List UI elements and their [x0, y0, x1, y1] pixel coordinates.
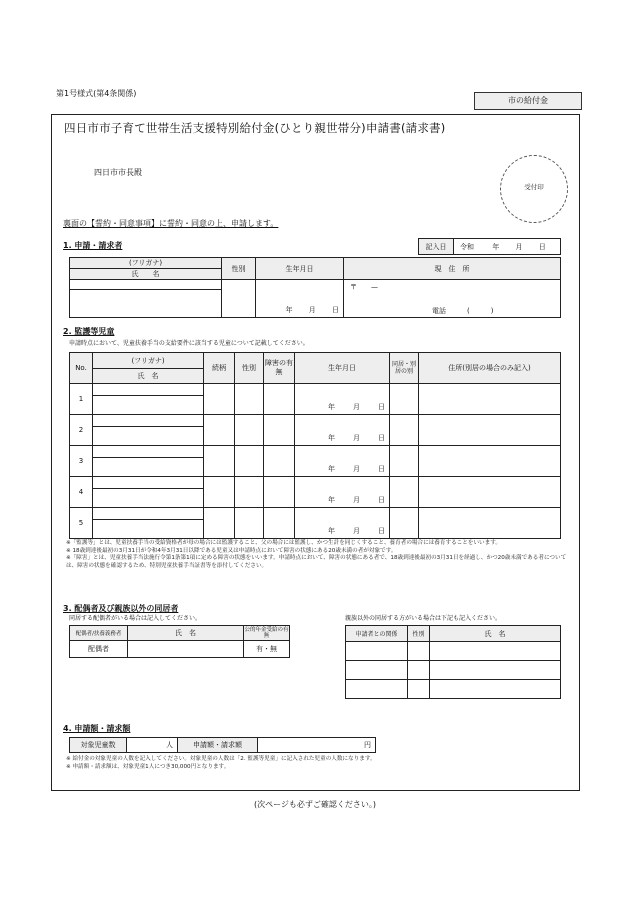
- child-separate-field[interactable]: [390, 477, 419, 508]
- child-dob-day: 日: [378, 403, 385, 411]
- applicant-furigana-header: (フリガナ): [70, 258, 222, 269]
- applicant-dob-year: 年: [285, 306, 293, 314]
- child-relation-field[interactable]: [204, 415, 235, 446]
- children-count-label: 対象児童数: [70, 738, 127, 753]
- entry-date-day: 日: [538, 242, 546, 251]
- section-2-heading: 2. 監護等児童: [63, 327, 115, 336]
- col-cohabitant-gender: 性別: [408, 626, 430, 642]
- child-gender-field[interactable]: [235, 477, 264, 508]
- applicant-name-field[interactable]: [70, 290, 222, 318]
- applicant-gender-header: 性別: [222, 258, 256, 280]
- section-2-note: ※「監護等」とは、児童扶養手当の受給資格者が母の場合には監護すること、父の場合には監護し、かつ生計を同じくすること、養育者の場合には養育することをいいます。: [66, 540, 501, 546]
- child-furigana-field[interactable]: [93, 477, 204, 489]
- child-dob-field[interactable]: [295, 384, 390, 415]
- child-relation-field[interactable]: [204, 384, 235, 415]
- spouse-name-field[interactable]: [128, 641, 244, 658]
- entry-date-month: 月: [515, 242, 523, 251]
- child-dob-month: 月: [353, 496, 360, 504]
- child-disability-field[interactable]: [264, 415, 295, 446]
- child-row-no: 1: [70, 384, 93, 415]
- applicant-dob-month: 月: [308, 306, 316, 314]
- amount-label: 申請額・請求額: [178, 738, 258, 753]
- form-number: 第1号様式(第4条関係): [56, 89, 137, 98]
- child-furigana-field[interactable]: [93, 415, 204, 427]
- applicant-gender-field[interactable]: [222, 280, 256, 318]
- cohabitant-gender-field[interactable]: [408, 661, 430, 680]
- section-4-notes: [66, 756, 570, 771]
- col-dob: 生年月日: [295, 353, 390, 384]
- applicant-phone: 電話 ( ): [432, 307, 494, 315]
- col-no: No.: [70, 353, 93, 384]
- child-name-field[interactable]: [93, 427, 204, 446]
- amount-unit: 円: [364, 741, 371, 749]
- applicant-postal: 〒 —: [350, 283, 378, 291]
- child-disability-field[interactable]: [264, 384, 295, 415]
- col-relation: 続柄: [204, 353, 235, 384]
- cohabitant-name-field[interactable]: [430, 661, 561, 680]
- col-spouse-name: 氏 名: [128, 626, 244, 641]
- addressee: 四日市市長殿: [94, 168, 142, 177]
- col-gender: 性別: [235, 353, 264, 384]
- col-cohabitant-name: 氏 名: [430, 626, 561, 642]
- entry-date-field[interactable]: [454, 239, 561, 255]
- child-disability-field[interactable]: [264, 477, 295, 508]
- applicant-address-field[interactable]: [344, 280, 561, 318]
- child-name-field[interactable]: [93, 520, 204, 539]
- applicant-name-header: 氏 名: [70, 269, 222, 280]
- section-4-note: ※ 給付金の対象児童の人数を記入してください。対象児童の人数は「2. 監護等児童」に記入された児童の人数になります。: [66, 756, 376, 762]
- applicant-dob-day: 日: [332, 306, 339, 314]
- applicant-dob-header: 生年月日: [256, 258, 344, 280]
- child-row-no: 2: [70, 415, 93, 446]
- section-1-heading: 1. 申請・請求者: [63, 241, 123, 250]
- child-separate-field[interactable]: [390, 446, 419, 477]
- child-name-field[interactable]: [93, 489, 204, 508]
- child-dob-year: 年: [328, 527, 335, 535]
- col-pension: 公的年金受給の有無: [244, 626, 289, 639]
- spouse-table: [69, 625, 290, 658]
- cohabitant-relation-field[interactable]: [346, 661, 408, 680]
- applicant-address-header: 現 住 所: [344, 258, 561, 280]
- children-count-field[interactable]: [127, 738, 178, 753]
- applicant-furigana-field[interactable]: [70, 280, 222, 290]
- children-table: [69, 352, 561, 539]
- child-disability-field[interactable]: [264, 508, 295, 539]
- applicant-table: [69, 257, 561, 318]
- child-row-no: 3: [70, 446, 93, 477]
- child-address-field[interactable]: [419, 508, 561, 539]
- cohabitant-name-field[interactable]: [430, 680, 561, 699]
- child-address-field[interactable]: [419, 415, 561, 446]
- child-separate-field[interactable]: [390, 415, 419, 446]
- children-count-unit: 人: [166, 741, 173, 749]
- section-3-right-intro: 親族以外の同居する方がいる場合は下記も記入ください。: [345, 615, 502, 622]
- child-row-no: 5: [70, 508, 93, 539]
- section-3-left-intro: 同居する配偶者がいる場合は記入してください。: [69, 615, 202, 622]
- child-dob-day: 日: [378, 496, 385, 504]
- col-address: 住所(別居の場合のみ記入): [419, 353, 561, 384]
- child-furigana-field[interactable]: [93, 446, 204, 458]
- section-2-intro: 申請時点において、児童扶養手当の支給要件に該当する児童について記載してください。: [69, 340, 309, 347]
- section-3-heading: 3. 配偶者及び親族以外の同居者: [63, 604, 179, 613]
- applicant-dob-field[interactable]: [256, 280, 344, 318]
- child-dob-year: 年: [328, 465, 335, 473]
- entry-date-year: 年: [492, 242, 500, 251]
- section-4-note: ※ 申請額・請求額は、対象児童1人につき30,000円となります。: [66, 763, 230, 770]
- col-furigana: (フリガナ): [93, 353, 204, 369]
- col-cohabitant-relation: 申請者との関係: [346, 626, 408, 642]
- child-dob-day: 日: [378, 434, 385, 442]
- child-dob-month: 月: [353, 403, 360, 411]
- child-separate-field[interactable]: [390, 508, 419, 539]
- cohabitant-gender-field[interactable]: [408, 642, 430, 661]
- child-dob-field[interactable]: [295, 446, 390, 477]
- child-dob-field[interactable]: [295, 477, 390, 508]
- child-gender-field[interactable]: [235, 384, 264, 415]
- cohabitant-gender-field[interactable]: [408, 680, 430, 699]
- child-disability-field[interactable]: [264, 446, 295, 477]
- child-gender-field[interactable]: [235, 508, 264, 539]
- col-separate: 同居・別居の別: [390, 353, 419, 384]
- child-dob-year: 年: [328, 496, 335, 504]
- child-dob-month: 月: [353, 527, 360, 535]
- col-disability: 障害の有無: [264, 353, 295, 384]
- section-2-note: ※「障害」とは、児童扶養手当法施行令第1条第1項に定める障害の状態をいいます。申請時点において、障害の状態にある者で、18歳到達後最初の3月31日を経過し、かつ20歳未満である者については、障害の状態を確認するため、特別児童扶養手当証書等を添付してください。: [66, 555, 567, 569]
- amount-field[interactable]: [258, 738, 376, 753]
- child-dob-month: 月: [353, 465, 360, 473]
- spouse-row-label: 配偶者: [70, 641, 128, 658]
- spouse-pension-field[interactable]: 有・無: [244, 641, 290, 658]
- child-dob-field[interactable]: [295, 508, 390, 539]
- child-dob-day: 日: [378, 465, 385, 473]
- page-title: 四日市市子育て世帯生活支援特別給付金(ひとり親世帯分)申請書(請求書): [64, 121, 446, 135]
- child-row-no: 4: [70, 477, 93, 508]
- child-relation-field[interactable]: [204, 508, 235, 539]
- child-dob-year: 年: [328, 434, 335, 442]
- cohabitant-relation-field[interactable]: [346, 642, 408, 661]
- child-gender-field[interactable]: [235, 415, 264, 446]
- child-dob-field[interactable]: [295, 415, 390, 446]
- child-name-field[interactable]: [93, 458, 204, 477]
- child-name-field[interactable]: [93, 396, 204, 415]
- header-box: 市の給付金: [474, 92, 582, 110]
- entry-date-era: 令和: [460, 242, 474, 251]
- col-name: 氏 名: [93, 369, 204, 384]
- section-2-notes: [66, 540, 570, 570]
- entry-date-table: [418, 238, 561, 255]
- amount-table: [69, 737, 376, 753]
- child-relation-field[interactable]: [204, 477, 235, 508]
- cohabitant-relation-field[interactable]: [346, 680, 408, 699]
- reception-stamp-label: 受付印: [524, 183, 544, 191]
- footer-note: (次ページも必ずご確認ください。): [253, 800, 377, 809]
- section-2-note: ※ 18歳到達後最初の3月31日が令和4年3月31日以降である児童又は申請時点において障害の状態にある20歳未満の者が対象です。: [66, 547, 397, 554]
- child-address-field[interactable]: [419, 446, 561, 477]
- col-spouse: 配偶者/扶養義務者: [70, 626, 128, 641]
- entry-date-label: 記入日: [419, 239, 454, 255]
- child-address-field[interactable]: [419, 384, 561, 415]
- child-separate-field[interactable]: [390, 384, 419, 415]
- section-4-heading: 4. 申請額・請求額: [63, 724, 131, 733]
- child-relation-field[interactable]: [204, 446, 235, 477]
- child-dob-year: 年: [328, 403, 335, 411]
- child-gender-field[interactable]: [235, 446, 264, 477]
- child-dob-day: 日: [378, 527, 385, 535]
- cohabitant-name-field[interactable]: [430, 642, 561, 661]
- cohabitant-table: [345, 625, 561, 699]
- pledge-text: 裏面の【誓約・同意事項】に誓約・同意の上、申請します。: [63, 219, 279, 228]
- child-address-field[interactable]: [419, 477, 561, 508]
- child-furigana-field[interactable]: [93, 508, 204, 520]
- child-furigana-field[interactable]: [93, 384, 204, 396]
- child-dob-month: 月: [353, 434, 360, 442]
